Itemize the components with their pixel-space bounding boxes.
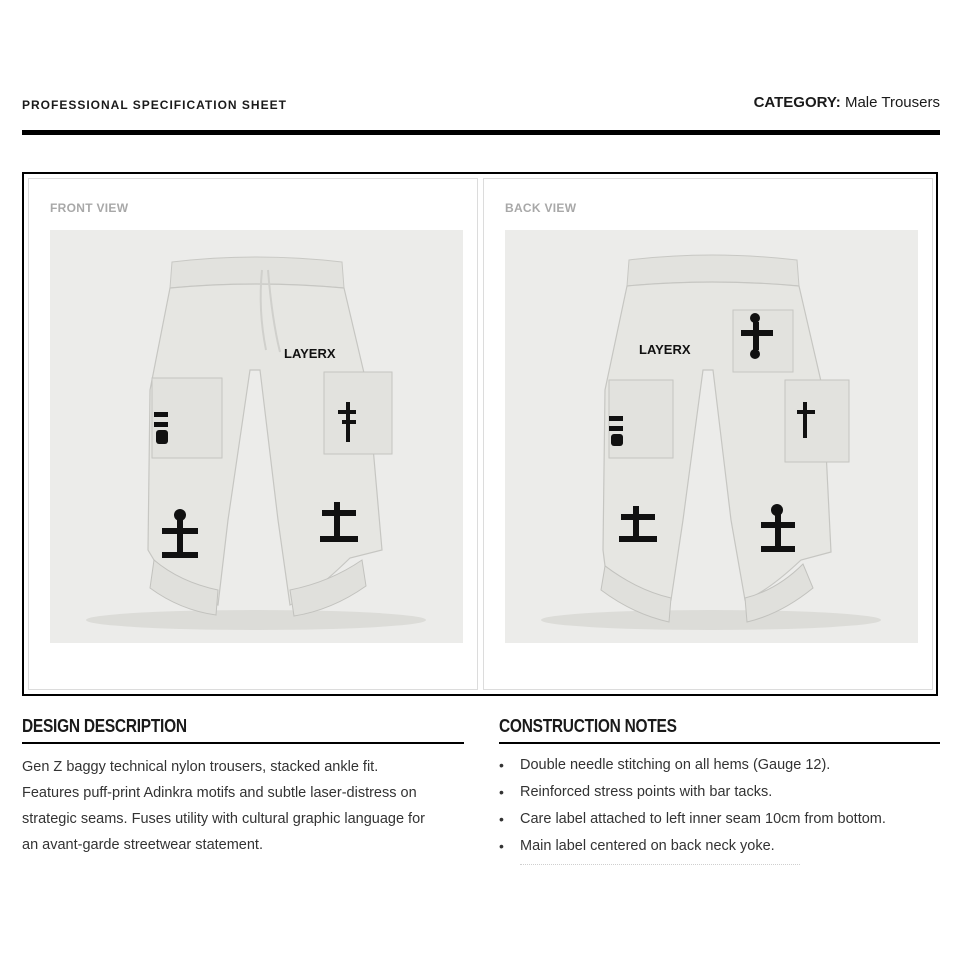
front-view-panel bbox=[28, 178, 478, 690]
views-frame bbox=[22, 172, 938, 696]
front-view-photo bbox=[50, 230, 463, 643]
bullet-icon: • bbox=[499, 757, 504, 773]
construction-notes-list bbox=[499, 752, 940, 860]
bullet-icon: • bbox=[499, 811, 504, 827]
design-description-section bbox=[22, 716, 464, 858]
design-heading-rule bbox=[22, 742, 464, 744]
construction-heading-rule bbox=[499, 742, 940, 744]
construction-note: • Reinforced stress points with bar tacks. bbox=[499, 779, 940, 806]
bullet-icon: • bbox=[499, 838, 504, 854]
design-line: an avant-garde streetwear statement. bbox=[22, 837, 263, 853]
design-description-heading: DESIGN DESCRIPTION bbox=[22, 716, 187, 736]
construction-note: • Care label attached to left inner seam 10cm from bottom. bbox=[499, 806, 940, 833]
content-fade bbox=[499, 856, 940, 876]
back-view-label: BACK VIEW bbox=[505, 201, 577, 215]
header-rule bbox=[22, 130, 940, 135]
category bbox=[754, 94, 940, 111]
construction-notes-section bbox=[499, 716, 940, 860]
construction-notes-heading: CONSTRUCTION NOTES bbox=[499, 716, 677, 736]
design-description-text bbox=[22, 754, 464, 858]
design-line: strategic seams. Fuses utility with cultural graphic language for bbox=[22, 811, 425, 827]
front-view-label: FRONT VIEW bbox=[50, 201, 129, 215]
front-trousers-illustration bbox=[50, 230, 463, 643]
design-line: Gen Z baggy technical nylon trousers, stacked ankle fit. bbox=[22, 759, 379, 775]
construction-note: • Main label centered on back neck yoke. bbox=[499, 833, 940, 860]
front-brand-text: LAYERX bbox=[284, 346, 336, 361]
back-brand-text: LAYERX bbox=[639, 342, 691, 357]
design-line: Features puff-print Adinkra motifs and subtle laser-distress on bbox=[22, 785, 417, 801]
bullet-icon: • bbox=[499, 784, 504, 800]
construction-note: • Double needle stitching on all hems (Gauge 12). bbox=[499, 752, 940, 779]
back-view-photo bbox=[505, 230, 918, 643]
back-view-panel bbox=[483, 178, 933, 690]
page-header bbox=[22, 94, 940, 116]
back-trousers-illustration bbox=[505, 230, 918, 643]
category-value: Male Trousers bbox=[844, 94, 940, 111]
category-label: CATEGORY: bbox=[753, 94, 841, 111]
sheet-title: PROFESSIONAL SPECIFICATION SHEET bbox=[22, 98, 287, 112]
